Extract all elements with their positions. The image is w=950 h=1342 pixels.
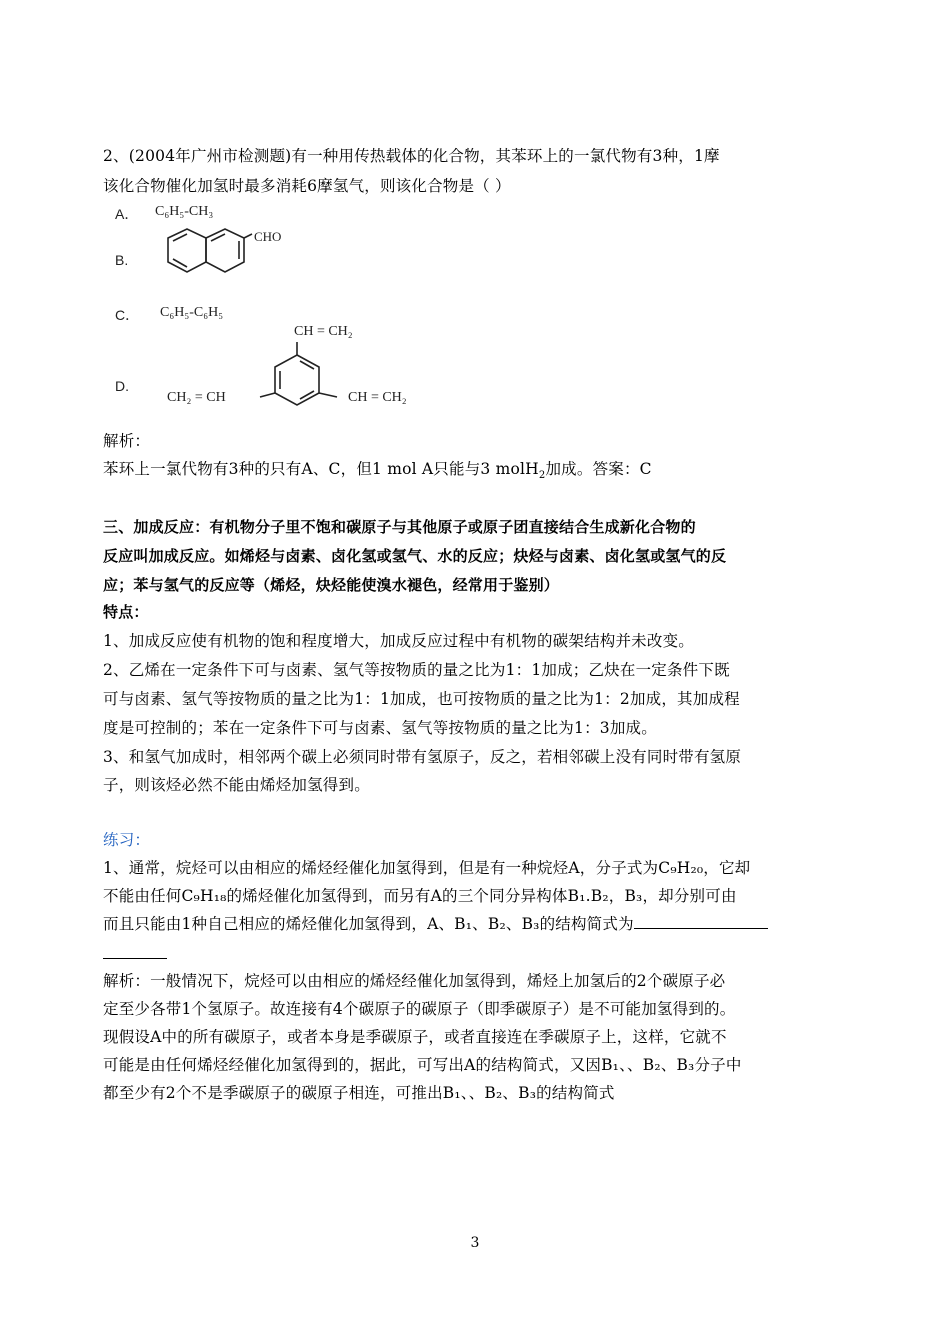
- option-c-label: C．: [115, 307, 140, 323]
- section-3-heading-line-1: 三、加成反应：有机物分子里不饱和碳原子与其他原子或原子团直接结合生成新化合物的: [103, 518, 696, 536]
- features-label: 特点：: [103, 603, 149, 621]
- analysis-text-main: 苯环上一氯代物有3种的只有A、C，但1 mol A只能与3 molH: [103, 460, 539, 478]
- exercise-analysis-line-4: 可能是由任何烯烃经催化加氢得到的，据此，可写出A的结构简式，又因B₁、、B₂、B₃分子中: [103, 1056, 742, 1074]
- page-number: 3: [470, 1235, 480, 1251]
- feature-2-line-2: 可与卤素、氢气等按物质的量之比为1：1加成，也可按物质的量之比为1：2加成，其加成程: [103, 690, 740, 708]
- section-3-heading-line-2: 反应叫加成反应。如烯烃与卤素、卤化氢或氢气、水的反应；炔烃与卤素、卤化氢或氢气的反: [103, 547, 727, 565]
- exercise-analysis-line-3: 现假设A中的所有碳原子，或者本身是季碳原子，或者直接连在季碳原子上，这样，它就不: [103, 1028, 727, 1046]
- exercise-line-3-text: 而且只能由1种自己相应的烯烃催化加氢得到，A、B₁、B₂、B₃的结构简式为: [103, 915, 634, 933]
- exercise-analysis-line-1: 解析：一般情况下，烷烃可以由相应的烯烃经催化加氢得到，烯烃上加氢后的2个碳原子必: [103, 972, 726, 990]
- question-2-line-1: 2、(2004年广州市检测题)有一种用传热载体的化合物，其苯环上的一氯代物有3种，1摩: [103, 147, 720, 165]
- exercise-analysis-line-5: 都至少有2个不是季碳原子的碳原子相连，可推出B₁、、B₂、B₃的结构简式: [103, 1084, 615, 1102]
- analysis-text: [103, 459, 863, 482]
- answer-blank-continued: [103, 944, 863, 964]
- option-a-formula: C₆H₅-CH₃: [155, 204, 214, 219]
- feature-3-line-1: 3、和氢气加成时，相邻两个碳上必须同时带有氢原子，反之，若相邻碳上没有同时带有氢原: [103, 748, 742, 766]
- feature-2-line-3: 度是可控制的；苯在一定条件下可与卤素、氢气等按物质的量之比为1：3加成。: [103, 719, 657, 737]
- option-a-label: A．: [115, 206, 139, 222]
- option-d-right-vinyl: CH = CH₂: [348, 390, 407, 405]
- option-b-label: B.: [115, 252, 129, 268]
- feature-1: 1、加成反应使有机物的饱和程度增大，加成反应过程中有机物的碳架结构并未改变。: [103, 632, 694, 650]
- feature-3-line-2: 子，则该烃必然不能由烯烃加氢得到。: [103, 776, 370, 794]
- option-d-top-vinyl: CH = CH₂: [294, 324, 353, 339]
- option-d-label: D.: [115, 378, 129, 394]
- option-c-formula: C₆H₅-C₆H₅: [160, 305, 224, 320]
- feature-2-line-1: 2、乙烯在一定条件下可与卤素、氢气等按物质的量之比为1：1加成；乙炔在一定条件下既: [103, 661, 730, 679]
- exercise-label: 练习：: [103, 831, 151, 849]
- exercise-analysis-line-2: 定至少各带1个氢原子。故连接有4个碳原子的碳原子（即季碳原子）是不可能加氢得到的。: [103, 1000, 736, 1018]
- analysis-answer: 加成。答案：C: [545, 460, 652, 478]
- answer-blank: [634, 914, 768, 929]
- option-d-left-vinyl: CH₂ = CH: [167, 390, 226, 405]
- option-b-cho-group: CHO: [254, 229, 282, 244]
- exercise-line-3: [103, 914, 863, 934]
- analysis-label: 解析：: [103, 432, 151, 450]
- exercise-line-1: 1、通常，烷烃可以由相应的烯烃经催化加氢得到，但是有一种烷烃A，分子式为C₉H₂₀，它却: [103, 859, 751, 877]
- question-2-line-2: 该化合物催化加氢时最多消耗6摩氢气，则该化合物是（ ）: [103, 177, 511, 195]
- section-3-heading-line-3: 应；苯与氢气的反应等（烯烃，炔烃能使溴水褪色，经常用于鉴别）: [103, 576, 560, 594]
- answer-blank-2: [103, 944, 167, 959]
- exercise-line-2: 不能由任何C₉H₁₈的烯烃催化加氢得到，而另有A的三个同分异构体B₁.B₂，B₃，却分别可由: [103, 887, 737, 905]
- analysis-subscript: 2: [538, 470, 546, 482]
- trivinylbenzene-ring: [255, 340, 355, 415]
